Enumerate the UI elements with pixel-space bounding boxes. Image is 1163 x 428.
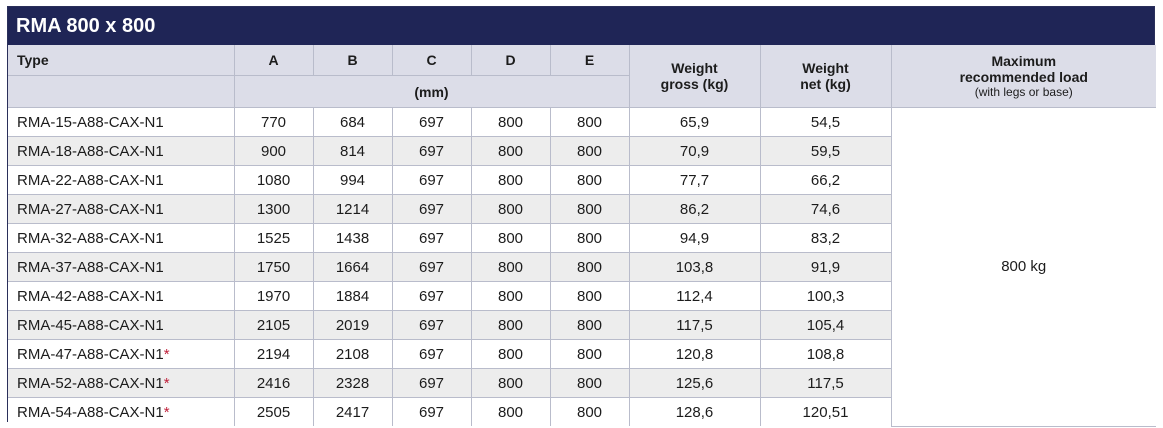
cell-net: 59,5 bbox=[760, 137, 891, 166]
header-d: D bbox=[471, 45, 550, 76]
cell-c: 697 bbox=[392, 137, 471, 166]
cell-gross: 120,8 bbox=[629, 340, 760, 369]
cell-e: 800 bbox=[550, 224, 629, 253]
cell-c: 697 bbox=[392, 282, 471, 311]
header-weight-gross-line2: gross (kg) bbox=[660, 76, 729, 92]
cell-type bbox=[8, 166, 234, 195]
cell-d: 800 bbox=[471, 253, 550, 282]
cell-max-load: 800 kg bbox=[891, 108, 1156, 427]
cell-e: 800 bbox=[550, 398, 629, 427]
cell-b: 1438 bbox=[313, 224, 392, 253]
footnote-star: * bbox=[163, 374, 170, 392]
header-row bbox=[8, 45, 1156, 76]
cell-type bbox=[8, 398, 234, 427]
cell-gross: 77,7 bbox=[629, 166, 760, 195]
header-max-load-line1: Maximum bbox=[991, 53, 1057, 69]
cell-net: 66,2 bbox=[760, 166, 891, 195]
type-label: RMA-42-A88-CAX-N1 bbox=[17, 287, 164, 305]
cell-d: 800 bbox=[471, 195, 550, 224]
cell-gross: 128,6 bbox=[629, 398, 760, 427]
cell-d: 800 bbox=[471, 398, 550, 427]
cell-a: 2194 bbox=[234, 340, 313, 369]
cell-c: 697 bbox=[392, 166, 471, 195]
cell-net: 83,2 bbox=[760, 224, 891, 253]
cell-gross: 70,9 bbox=[629, 137, 760, 166]
cell-net: 117,5 bbox=[760, 369, 891, 398]
header-a: A bbox=[234, 45, 313, 76]
header-weight-gross bbox=[629, 45, 760, 108]
cell-a: 770 bbox=[234, 108, 313, 137]
cell-gross: 103,8 bbox=[629, 253, 760, 282]
cell-net: 54,5 bbox=[760, 108, 891, 137]
cell-type bbox=[8, 369, 234, 398]
cell-e: 800 bbox=[550, 311, 629, 340]
cell-a: 1080 bbox=[234, 166, 313, 195]
cell-b: 2328 bbox=[313, 369, 392, 398]
type-label: RMA-22-A88-CAX-N1 bbox=[17, 171, 164, 189]
cell-c: 697 bbox=[392, 369, 471, 398]
cell-b: 2108 bbox=[313, 340, 392, 369]
cell-type bbox=[8, 108, 234, 137]
cell-a: 1970 bbox=[234, 282, 313, 311]
cell-type bbox=[8, 137, 234, 166]
header-e: E bbox=[550, 45, 629, 76]
cell-e: 800 bbox=[550, 108, 629, 137]
type-label: RMA-45-A88-CAX-N1 bbox=[17, 316, 164, 334]
cell-e: 800 bbox=[550, 253, 629, 282]
cell-net: 91,9 bbox=[760, 253, 891, 282]
cell-gross: 112,4 bbox=[629, 282, 760, 311]
cell-c: 697 bbox=[392, 340, 471, 369]
cell-type bbox=[8, 340, 234, 369]
cell-c: 697 bbox=[392, 253, 471, 282]
cell-net: 108,8 bbox=[760, 340, 891, 369]
type-label: RMA-27-A88-CAX-N1 bbox=[17, 200, 164, 218]
cell-c: 697 bbox=[392, 311, 471, 340]
cell-type bbox=[8, 282, 234, 311]
cell-b: 1214 bbox=[313, 195, 392, 224]
cell-e: 800 bbox=[550, 340, 629, 369]
cell-net: 120,51 bbox=[760, 398, 891, 427]
cell-c: 697 bbox=[392, 398, 471, 427]
cell-net: 74,6 bbox=[760, 195, 891, 224]
footnote-star: * bbox=[163, 403, 170, 421]
cell-d: 800 bbox=[471, 108, 550, 137]
cell-a: 1750 bbox=[234, 253, 313, 282]
cell-e: 800 bbox=[550, 282, 629, 311]
cell-b: 1664 bbox=[313, 253, 392, 282]
cell-type bbox=[8, 253, 234, 282]
header-type-blank bbox=[8, 76, 234, 108]
header-c: C bbox=[392, 45, 471, 76]
cell-net: 100,3 bbox=[760, 282, 891, 311]
header-weight-net-line1: Weight bbox=[802, 60, 849, 76]
cell-b: 684 bbox=[313, 108, 392, 137]
cell-net: 105,4 bbox=[760, 311, 891, 340]
cell-type bbox=[8, 195, 234, 224]
cell-gross: 125,6 bbox=[629, 369, 760, 398]
cell-d: 800 bbox=[471, 224, 550, 253]
cell-b: 814 bbox=[313, 137, 392, 166]
cell-b: 994 bbox=[313, 166, 392, 195]
spec-table bbox=[8, 45, 1156, 427]
header-weight-net-line2: net (kg) bbox=[800, 76, 851, 92]
header-weight-gross-line1: Weight bbox=[671, 60, 718, 76]
cell-d: 800 bbox=[471, 137, 550, 166]
type-label: RMA-37-A88-CAX-N1 bbox=[17, 258, 164, 276]
table-row bbox=[8, 108, 1156, 137]
cell-a: 1525 bbox=[234, 224, 313, 253]
cell-d: 800 bbox=[471, 166, 550, 195]
header-unit-mm: (mm) bbox=[234, 76, 629, 108]
cell-a: 900 bbox=[234, 137, 313, 166]
cell-b: 2019 bbox=[313, 311, 392, 340]
header-type: Type bbox=[8, 45, 234, 76]
cell-gross: 117,5 bbox=[629, 311, 760, 340]
footnote-star: * bbox=[163, 345, 170, 363]
cell-d: 800 bbox=[471, 282, 550, 311]
spec-table-panel bbox=[7, 6, 1155, 422]
header-b: B bbox=[313, 45, 392, 76]
header-max-load bbox=[891, 45, 1156, 108]
cell-a: 2416 bbox=[234, 369, 313, 398]
type-label: RMA-32-A88-CAX-N1 bbox=[17, 229, 164, 247]
cell-b: 2417 bbox=[313, 398, 392, 427]
cell-c: 697 bbox=[392, 108, 471, 137]
cell-b: 1884 bbox=[313, 282, 392, 311]
cell-d: 800 bbox=[471, 340, 550, 369]
cell-e: 800 bbox=[550, 369, 629, 398]
cell-gross: 86,2 bbox=[629, 195, 760, 224]
cell-c: 697 bbox=[392, 224, 471, 253]
type-label: RMA-52-A88-CAX-N1 bbox=[17, 374, 164, 392]
cell-gross: 65,9 bbox=[629, 108, 760, 137]
header-max-load-line3: (with legs or base) bbox=[974, 85, 1073, 99]
type-label: RMA-18-A88-CAX-N1 bbox=[17, 142, 164, 160]
type-label: RMA-54-A88-CAX-N1 bbox=[17, 403, 164, 421]
cell-d: 800 bbox=[471, 311, 550, 340]
cell-type bbox=[8, 224, 234, 253]
header-max-load-line2: recommended load bbox=[959, 69, 1088, 85]
cell-c: 697 bbox=[392, 195, 471, 224]
cell-e: 800 bbox=[550, 166, 629, 195]
cell-e: 800 bbox=[550, 137, 629, 166]
type-label: RMA-15-A88-CAX-N1 bbox=[17, 113, 164, 131]
cell-e: 800 bbox=[550, 195, 629, 224]
cell-a: 2505 bbox=[234, 398, 313, 427]
table-title: RMA 800 x 800 bbox=[8, 7, 1154, 45]
cell-type bbox=[8, 311, 234, 340]
cell-d: 800 bbox=[471, 369, 550, 398]
type-label: RMA-47-A88-CAX-N1 bbox=[17, 345, 164, 363]
header-weight-net bbox=[760, 45, 891, 108]
cell-a: 2105 bbox=[234, 311, 313, 340]
cell-a: 1300 bbox=[234, 195, 313, 224]
cell-gross: 94,9 bbox=[629, 224, 760, 253]
table-body bbox=[8, 108, 1156, 427]
